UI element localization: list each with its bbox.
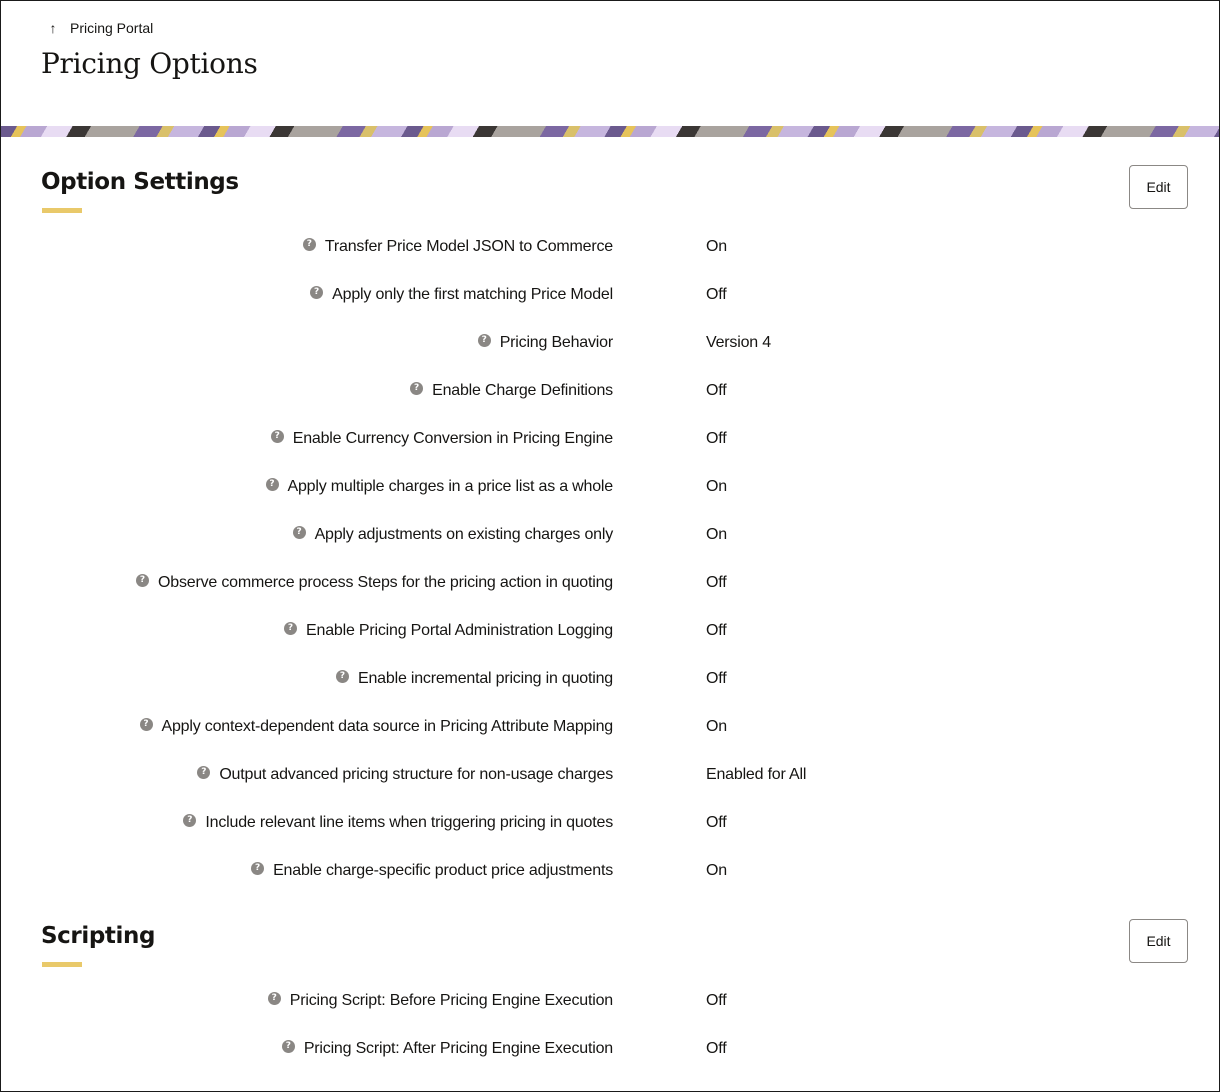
help-icon[interactable]: ? <box>197 766 210 779</box>
setting-value: On <box>706 238 727 255</box>
setting-row <box>1 478 1219 502</box>
help-icon[interactable]: ? <box>183 814 196 827</box>
setting-row <box>1 814 1219 838</box>
setting-value: On <box>706 718 727 735</box>
setting-label: Include relevant line items when triggering pricing in quotes <box>205 814 613 831</box>
help-icon[interactable]: ? <box>268 992 281 1005</box>
setting-row <box>1 622 1219 646</box>
help-icon[interactable]: ? <box>410 382 423 395</box>
help-icon[interactable]: ? <box>136 574 149 587</box>
setting-row <box>1 1040 1219 1064</box>
setting-label: Enable Charge Definitions <box>432 382 613 399</box>
setting-label: Apply context-dependent data source in Pricing Attribute Mapping <box>161 718 613 735</box>
setting-value: On <box>706 526 727 543</box>
setting-label: Apply adjustments on existing charges only <box>314 526 613 543</box>
setting-label: Enable Currency Conversion in Pricing Engine <box>292 430 613 447</box>
section-title: Scripting <box>41 923 156 949</box>
setting-value: Enabled for All <box>706 766 807 783</box>
setting-value: Off <box>706 670 727 687</box>
setting-row <box>1 334 1219 358</box>
setting-label: Pricing Script: Before Pricing Engine Execution <box>289 992 613 1009</box>
setting-row <box>1 992 1219 1016</box>
setting-value: Off <box>706 286 727 303</box>
setting-value: Off <box>706 574 727 591</box>
help-icon[interactable]: ? <box>336 670 349 683</box>
setting-value: Version 4 <box>706 334 771 351</box>
setting-label: Observe commerce process Steps for the pricing action in quoting <box>158 574 613 591</box>
scripting-edit-button[interactable]: Edit <box>1129 919 1188 963</box>
setting-label: Pricing Script: After Pricing Engine Execution <box>303 1040 613 1057</box>
help-icon[interactable]: ? <box>293 526 306 539</box>
setting-label: Enable charge-specific product price adjustments <box>273 862 613 879</box>
help-icon[interactable]: ? <box>251 862 264 875</box>
help-icon[interactable]: ? <box>271 430 284 443</box>
arrow-up-icon: ↑ <box>49 20 57 36</box>
setting-value: On <box>706 478 727 495</box>
help-icon[interactable]: ? <box>282 1040 295 1053</box>
setting-row <box>1 382 1219 406</box>
setting-row <box>1 238 1219 262</box>
section-title-accent <box>42 208 82 213</box>
setting-label: Apply only the first matching Price Model <box>332 286 613 303</box>
setting-value: Off <box>706 622 727 639</box>
setting-row <box>1 670 1219 694</box>
section-title-accent <box>42 962 82 967</box>
setting-row <box>1 574 1219 598</box>
page-header <box>1 1 1219 126</box>
help-icon[interactable]: ? <box>284 622 297 635</box>
setting-label: Output advanced pricing structure for non-usage charges <box>219 766 613 783</box>
setting-row <box>1 286 1219 310</box>
setting-value: Off <box>706 430 727 447</box>
setting-row <box>1 766 1219 790</box>
setting-row <box>1 718 1219 742</box>
setting-value: Off <box>706 992 727 1009</box>
setting-value: Off <box>706 382 727 399</box>
setting-label: Pricing Behavior <box>499 334 613 351</box>
setting-label: Enable incremental pricing in quoting <box>358 670 613 687</box>
setting-label: Transfer Price Model JSON to Commerce <box>324 238 613 255</box>
setting-label: Apply multiple charges in a price list as a whole <box>287 478 613 495</box>
back-link-pricing-portal[interactable] <box>46 20 153 36</box>
help-icon[interactable]: ? <box>140 718 153 731</box>
setting-label: Enable Pricing Portal Administration Logging <box>306 622 613 639</box>
setting-value: Off <box>706 1040 727 1057</box>
help-icon[interactable]: ? <box>266 478 279 491</box>
option-settings-edit-button[interactable]: Edit <box>1129 165 1188 209</box>
help-icon[interactable]: ? <box>303 238 316 251</box>
setting-row <box>1 430 1219 454</box>
decorative-banner <box>1 126 1219 137</box>
section-title: Option Settings <box>41 169 239 195</box>
help-icon[interactable]: ? <box>478 334 491 347</box>
setting-value: On <box>706 862 727 879</box>
setting-row <box>1 862 1219 886</box>
setting-value: Off <box>706 814 727 831</box>
back-link-label: Pricing Portal <box>70 20 154 36</box>
help-icon[interactable]: ? <box>310 286 323 299</box>
page-title: Pricing Options <box>41 47 258 80</box>
setting-row <box>1 526 1219 550</box>
